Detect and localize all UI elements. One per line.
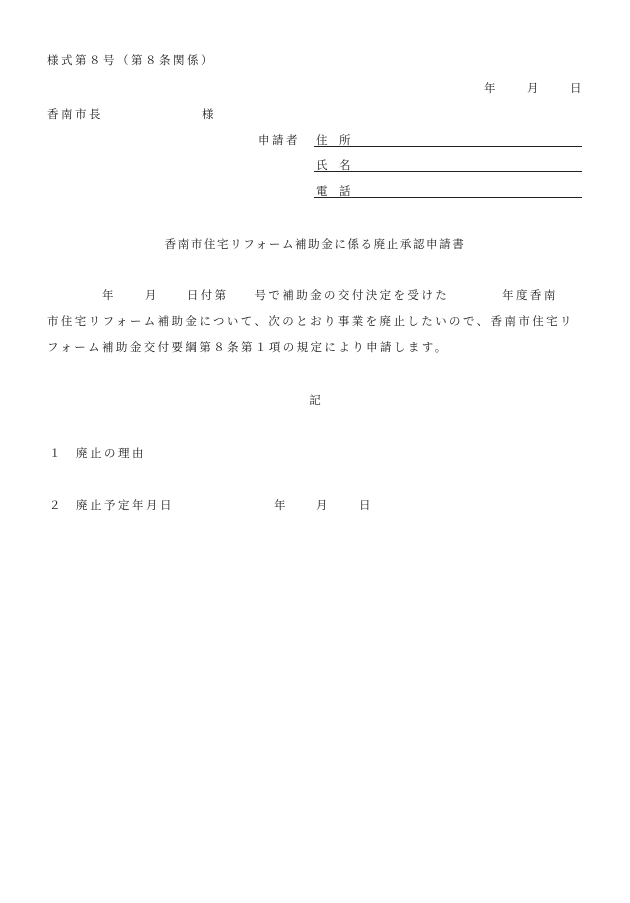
- applicant-phone-label: 電 話: [316, 184, 351, 198]
- body-line-3: フォーム補助金交付要綱第８条第１項の規定により申請します。: [47, 340, 449, 354]
- applicant-address-underline: [314, 146, 582, 147]
- applicant-address-label: 住 所: [316, 133, 351, 147]
- item-1-label: 廃止の理由: [76, 446, 146, 460]
- applicant-label: 申請者: [258, 133, 300, 147]
- applicant-phone-underline: [314, 197, 582, 198]
- body-month: 月: [144, 288, 159, 302]
- date-day-label: 日: [570, 81, 582, 95]
- body-line-1: [47, 282, 587, 308]
- document-title: 香南市住宅リフォーム補助金に係る廃止承認申請書: [164, 237, 466, 251]
- note-heading: 記: [309, 393, 321, 407]
- item-2-day: 日: [359, 498, 371, 512]
- item-2-month: 月: [316, 498, 328, 512]
- form-number: 様式第８号（第８条関係）: [47, 53, 215, 67]
- date-year-label: 年: [484, 81, 496, 95]
- body-day-issue: 日付第: [186, 288, 229, 302]
- item-1-number: １: [49, 446, 61, 460]
- date-month-label: 月: [527, 81, 539, 95]
- item-2-number: ２: [49, 498, 61, 512]
- body-fiscal: 年度香南: [502, 288, 558, 302]
- body-year: 年: [102, 288, 116, 302]
- item-2-label: 廃止予定年月日: [76, 498, 174, 512]
- addressee-label: 香南市長: [47, 107, 103, 121]
- item-2-year: 年: [274, 498, 286, 512]
- body-paragraph: [47, 282, 587, 360]
- addressee-honorific: 様: [202, 107, 214, 121]
- applicant-name-label: 氏 名: [316, 158, 351, 172]
- applicant-name-underline: [314, 171, 582, 172]
- body-number-text: 号で補助金の交付決定を受けた: [254, 288, 450, 302]
- body-line-2: 市住宅リフォーム補助金について、次のとおり事業を廃止したいので、香南市住宅リ: [47, 314, 574, 328]
